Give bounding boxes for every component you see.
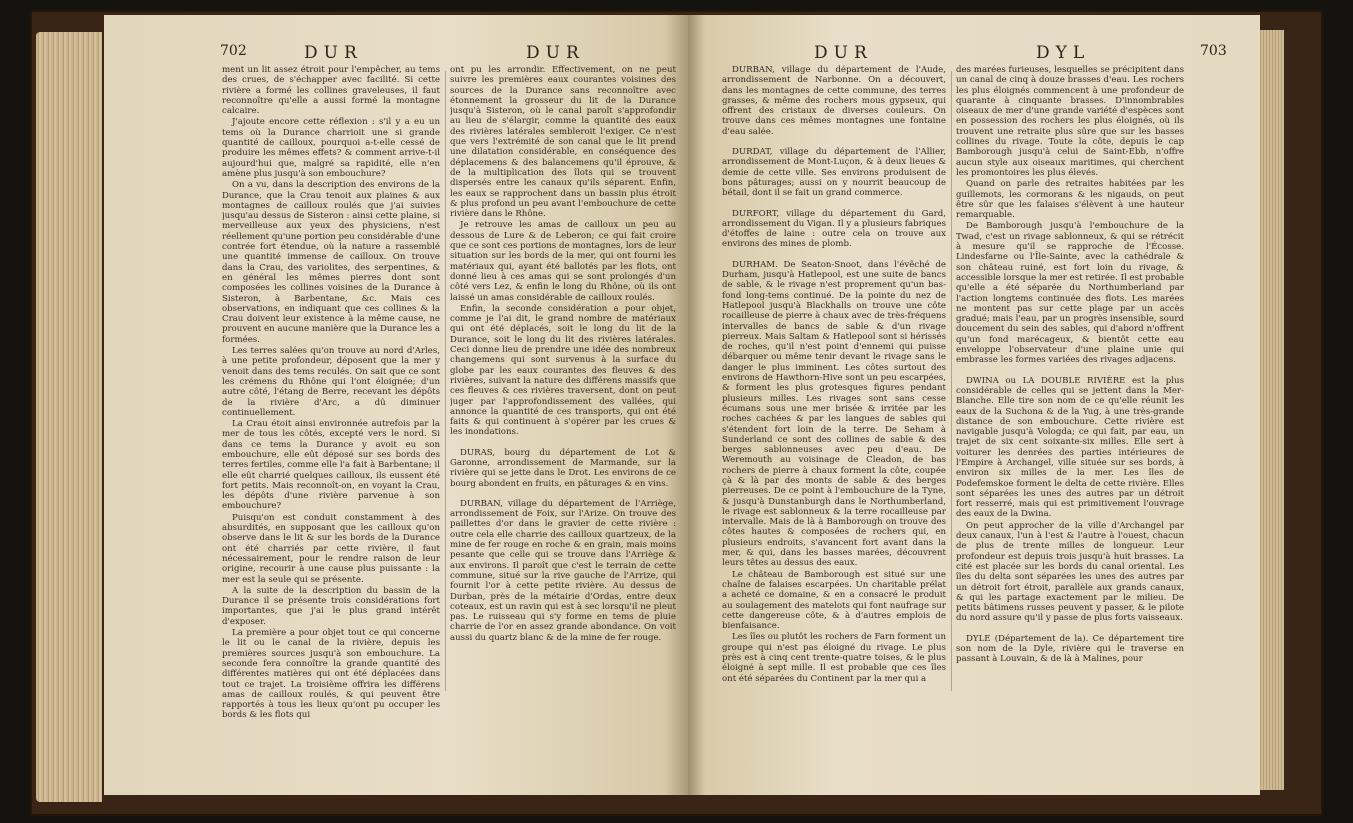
entry-durfort: DURFORT, village du département du Gard, arrondissement du Vigan. Il y a plusieurs fabriques d'étoffes de laine : outre cela on trouve aux environs des mines de plomb. — [722, 208, 946, 250]
page-number-right: 703 — [1200, 43, 1227, 59]
paragraph: Quand on parle des retraites habitées par les guillemots, les cormorans & les nigauds, on peut être sûr que les falaises s'élèvent à une hauteur remarquable. — [956, 179, 1184, 221]
running-head-left: DUR — [814, 43, 873, 63]
column-rule — [951, 71, 952, 691]
entry-duras: DURAS, bourg du département de Lot & Garonne, arrondissement de Marmande, sur la rivière qui se jette dans le Drot. Les environs de ce bourg abondent en fruits, en pâturages & en vins. — [450, 447, 676, 489]
paragraph: Je retrouve les amas de cailloux un peu au dessous de Lure & de Leberon; ce qui fait croire que ce sont ces portions de montagnes, lors de leur situation sur les bords de la mer, qui ont fourni les matériaux qui, ayant été ballotés par les flots, ont donné lieu à ces amas qui se sont prolongés d'un côté vers Lez, & enfin le long du Rhône, où ils ont laissé un amas considérable de cailloux roulés. — [450, 220, 676, 303]
entry-durban-ariege: DURBAN, village du département de l'Arriège, arrondissement de Foix, sur l'Arize. On trouve des paillettes d'or dans le gravier de cette rivière : outre cela elle charrie des cailloux quartzeux, de la mine de fer rouge en roche & en grain, mais moins pesante que celle qui se trouve dans l'Arriège & aux environs. Il paroît que c'est le terrain de cette commune, situé sur la rive gauche de l'Arrize, qui fournit l'or à cette petite rivière. Au dessus de Durban, près de la métairie d'Ordas, entre deux coteaux, est un ravin qui est à sec lorsqu'il ne pleut pas. Le ruisseau qui s'y forme en tems de pluie charrie de l'or en assez grande abondance. On voit aussi du quartz blanc & de la mine de fer rouge. — [450, 498, 676, 643]
page-edges-left — [36, 32, 102, 802]
running-head-center: DUR — [526, 43, 585, 63]
page-edges-right — [1258, 30, 1284, 790]
paragraph: J'ajoute encore cette réflexion : s'il y a eu un tems où la Durance charrioit une si grande quantité de cailloux, pourquoi a-t-elle cessé de produire les mêmes effets? & comment arrive-t-il aujourd'hui que, malgré sa rapidité, elle n'en amène plus jusqu'à son embouchure? — [222, 117, 440, 179]
paragraph: De Bamborough jusqu'à l'embouchure de la Twad, c'est un rivage sablonneux, & qui se rétrécit à mesure qu'il se rapproche de l'Écosse. Lindesfarne ou l'Île-Sainte, avec la cathédrale & son château ruiné, est fort loin du rivage, & accessible lorsque la mer est retirée. Il est probable qu'elle a été séparée du Northumberland par l'action longtems continuée des flots. Les marées ne montent pas sur cette plage par un accès gradué; mais l'eau, par un progrès insensible, sourd doucement du sein des sables, qui d'abord n'offrent qu'un fond marécageux, & bientôt cette eau enveloppe l'observateur d'une plaine unie qui embrasse les formes variées des rivages adjacens. — [956, 221, 1184, 366]
entry-durham: DURHAM. De Seaton-Snoot, dans l'évêché de Durham, jusqu'à Hatlepool, est une suite de bancs de sable, & le rivage n'est proprement qu'un bas-fond long-tems continué. De la pointe du nez de Hatlepool jusqu'à Blackhalls on trouve une côte rocailleuse de pierre à chaux avec de très-fréquens intervalles de bancs de sable & d'un rivage pierreux. Mais Saltam & Hatlepool sont si hérissés de roches, qu'il n'est point d'ennemi qui puisse débarquer ou même tenir devant le rivage sans le danger le plus imminent. Les côtes surtout des environs de Hawthorn-Hive sont un peu escarpées, & forment les plus grotesques figures pendant plusieurs milles. Les rivages sont sans cesse écumans sous une mer brisée & irritée par les roches cachées & par les langues de sables qui s'étendent fort loin de la terre. De Seham à Sunderland ce sont des collines de sable & des berges sablonneuses avec peu d'eau. De Weremouth au voisinage de Cleadon, de bas rochers de pierre à chaux forment la côte, coupée çà & là par des monts de sable & des berges pierreuses. De ce point à l'embouchure de la Tyne, & jusqu'à Dunstanburgh dans le Northumberland, le rivage est sablonneux & la terre rocailleuse par intervalle. Mais de là à Bamborough on trouve des côtes hautes & composées de rochers qui, en plusieurs endroits, s'avancent fort avant dans la mer, & qui, dans les basses marées, découvrent leurs têtes au dessus des eaux. — [722, 259, 946, 569]
left-column-1 — [222, 65, 440, 765]
entry-durban-aude: DURBAN, village du département de l'Aude, arrondissement de Narbonne. On a découvert, dans les montagnes de cette commune, des terres grasses, & même des rochers mous gypseux, qui offrent des cristaux de diverses couleurs. On trouve dans ces mêmes montagnes une fontaine d'eau salée. — [722, 65, 946, 137]
paragraph: On peut approcher de la ville d'Archangel par deux canaux, l'un à l'est & l'autre à l'ouest, chacun de plus de trente milles de longueur. Leur profondeur est depuis trois jusqu'à huit brasses. La cité est placée sur les bords du canal oriental. Les îles du delta sont séparées les unes des autres par un détroit fort étroit, parallèle aux grands canaux, & qui les partage exactement par le milieu. De petits bâtimens russes peuvent y passer, & le pilote du nord assure qu'il y passe de plus forts vaisseaux. — [956, 520, 1184, 624]
paragraph: ment un lit assez étroit pour l'empêcher, au tems des crues, de s'échapper avec facilité. Si cette rivière a formé les collines graveleuses, il faut reconnoître qu'elle a aussi formé la montagne calcaire. — [222, 65, 440, 117]
running-head-left: DUR — [304, 43, 363, 63]
paragraph: Les terres salées qu'on trouve au nord d'Arles, à une petite profondeur, déposent que la mer y venoit dans des tems reculés. On sait que ce sont les crémens du Rhône qui l'ont éloignée; d'un autre côté, l'étang de Berre, recevant les dépôts de la rivière d'Arc, a dû diminuer continuellement. — [222, 346, 440, 418]
paragraph: La Crau étoit ainsi environnée autrefois par la mer de tous les côtés, excepté vers le nord. Si dans ce tems la Durance y avoit eu son embouchure, elle eût déposé sur ses bords des terres fertiles, comme elle l'a fait à Barbentane; il elle eût charrié quelques cailloux, ils eussent été fort petits. Mais reconnoît-on, en voyant la Crau, les dépôts d'une rivière parvenue à son embouchure? — [222, 419, 440, 512]
entry-dyle: DYLE (Département de la). Ce département tire son nom de la Dyle, rivière qui le traverse en passant à Louvain, & de là à Malines, pour — [956, 633, 1184, 665]
page-number-left: 702 — [220, 43, 247, 59]
right-column-2 — [956, 65, 1184, 765]
paragraph: A la suite de la description du bassin de la Durance il se présente trois considérations fort importantes, que j'ai le plus grand intérêt d'exposer. — [222, 585, 440, 627]
paragraph: Enfin, la seconde considération a pour objet, comme je l'ai dit, le grand nombre de matériaux qui ont été déplacés, soit le long du lit de la Durance, soit le long du lit des rivières latérales. Ceci donne lieu de prendre une idée des nombreux changemens qui sont survenus à la surface du globe par les eaux courantes des fleuves & des rivières, suivant la nature des différens massifs que ces fleuves & ces rivières traversent, dont on peut juger par l'approfondissement des vallées, qui annonce la quantité de ces transports, qui ont été faits & qui continuent à s'opérer par les crues & les inondations. — [450, 303, 676, 438]
paragraph: Les îles ou plutôt les rochers de Farn forment un groupe qui n'est pas éloigné du rivage. Le plus près est à cinq cent trente-quatre toises, & le plus éloigné à sept mille. Il est probable que ces îles ont été séparées du Continent par la mer qui a — [722, 632, 946, 684]
running-head-right: DYL — [1036, 43, 1091, 63]
paragraph: ont pu les arrondir. Effectivement, on ne peut suivre les premières eaux courantes voisines des sources de la Durance sans reconnoître avec étonnement la grosseur du lit de la Durance jusqu'à Sisteron, où le canal paroît s'approfondir au lieu de s'élargir, comme la quantité des eaux des rivières latérales sembleroit l'exiger. Ce n'est que vers l'extrémité de son canal que le lit prend une dilatation considérable, en conséquence des déplacemens & des balancemens qu'il éprouve, & de la multiplication des îlots qui se trouvent dispersés entre les canaux qu'ils séparent. Enfin, les eaux se rapprochent dans un bassin plus étroit & plus profond un peu avant l'embouchure de cette rivière dans le Rhône. — [450, 65, 676, 220]
paragraph: Puisqu'on est conduit constamment à des absurdités, en supposant que les cailloux qu'on observe dans le lit & sur les bords de la Durance ont été charriés par cette rivière, il faut nécessairement, pour le rendre raison de leur origine, recourir à une cause plus puissante : la mer est la seule qui se présente. — [222, 512, 440, 585]
paragraph: Le château de Bamborough est situé sur une chaîne de falaises escarpées. Un charitable prélat a acheté ce domaine, & en a consacré le produit au soulagement des matelots qui font naufrage sur cette dangereuse côte, & à d'autres emplois de bienfaisance. — [722, 569, 946, 632]
entry-dwina: DWINA ou LA DOUBLE RIVIÈRE est la plus considérable de celles qui se jettent dans la Mer-Blanche. Elle tire son nom de ce qu'elle réunit les eaux de la Suchona & de la Yug, à une très-grande distance de son embouchure. Cette rivière est navigable jusqu'à Vologda; ce qui fait, par eau, un trajet de six cent soixante-six milles. Elle sert à voiturer les denrées des parties intérieures de l'Empire à Archangel, ville située sur ses bords, à environ six milles de la mer. Les îles de Podefemskoe forment le delta de cette rivière. Elles sont séparées les unes des autres par un détroit fort resserré, mais qui est primitivement l'ouvrage des eaux de la Dwina. — [956, 375, 1184, 520]
column-rule — [445, 71, 446, 691]
right-column-1 — [722, 65, 946, 765]
entry-durdat: DURDAT, village du département de l'Allier, arrondissement de Mont-Luçon, & à deux lieues & demie de cette ville. Ses environs produisent de bons pâturages; aussi on y nourrit beaucoup de bétail, dont il se fait un grand commerce. — [722, 147, 946, 199]
paragraph: La première a pour objet tout ce qui concerne le lit ou le canal de la rivière, depuis les premières sources jusqu'à son embouchure. La seconde fera connoître la grande quantité des différentes matières qui ont été déplacées dans tout ce trajet. La troisième offrira les différens amas de cailloux roulés, & qui peuvent être rapportés à tous les lieux qu'ont pu occuper les bords & les flots qui — [222, 628, 440, 721]
left-page — [104, 15, 688, 795]
left-column-2 — [450, 65, 676, 765]
paragraph: On a vu, dans la description des environs de la Durance, que la Crau tenoit aux plaines & aux montagnes de cailloux roulés que j'ai suivies jusqu'au dessus de Sisteron : ainsi cette plaine, si merveilleuse aux yeux des physiciens, n'est réellement qu'une portion peu considérable d'une contrée fort étendue, où la nature a rassemblé une quantité immense de cailloux. On trouve dans la Crau, des variolites, des serpentines, & en général les mêmes pierres dont sont composées les collines voisines de la Durance à Sisteron, à Barbentane, &c. Mais ces observations, en indiquant que ces collines & la Crau doivent leur existence à la même cause, ne prouvent en aucune manière que la Durance les a formées. — [222, 180, 440, 345]
right-page — [688, 15, 1260, 795]
paragraph: des marées furieuses, lesquelles se précipitent dans un canal de cinq à douze brasses d'eau. Les rochers les plus éloignés commencent à une profondeur de quarante à cinquante brasses. D'innombrables oiseaux de mer d'une grande variété d'espèces sont en possession des rochers les plus éloignés, où ils trouvent une retraite plus sûre que sur les basses collines du rivage. Toute la côte, depuis le cap Bamborough jusqu'à celui de Saint-Ebb, n'offre aucun style aux oiseaux maritimes, qui cherchent les promontoires les plus élevés. — [956, 65, 1184, 178]
